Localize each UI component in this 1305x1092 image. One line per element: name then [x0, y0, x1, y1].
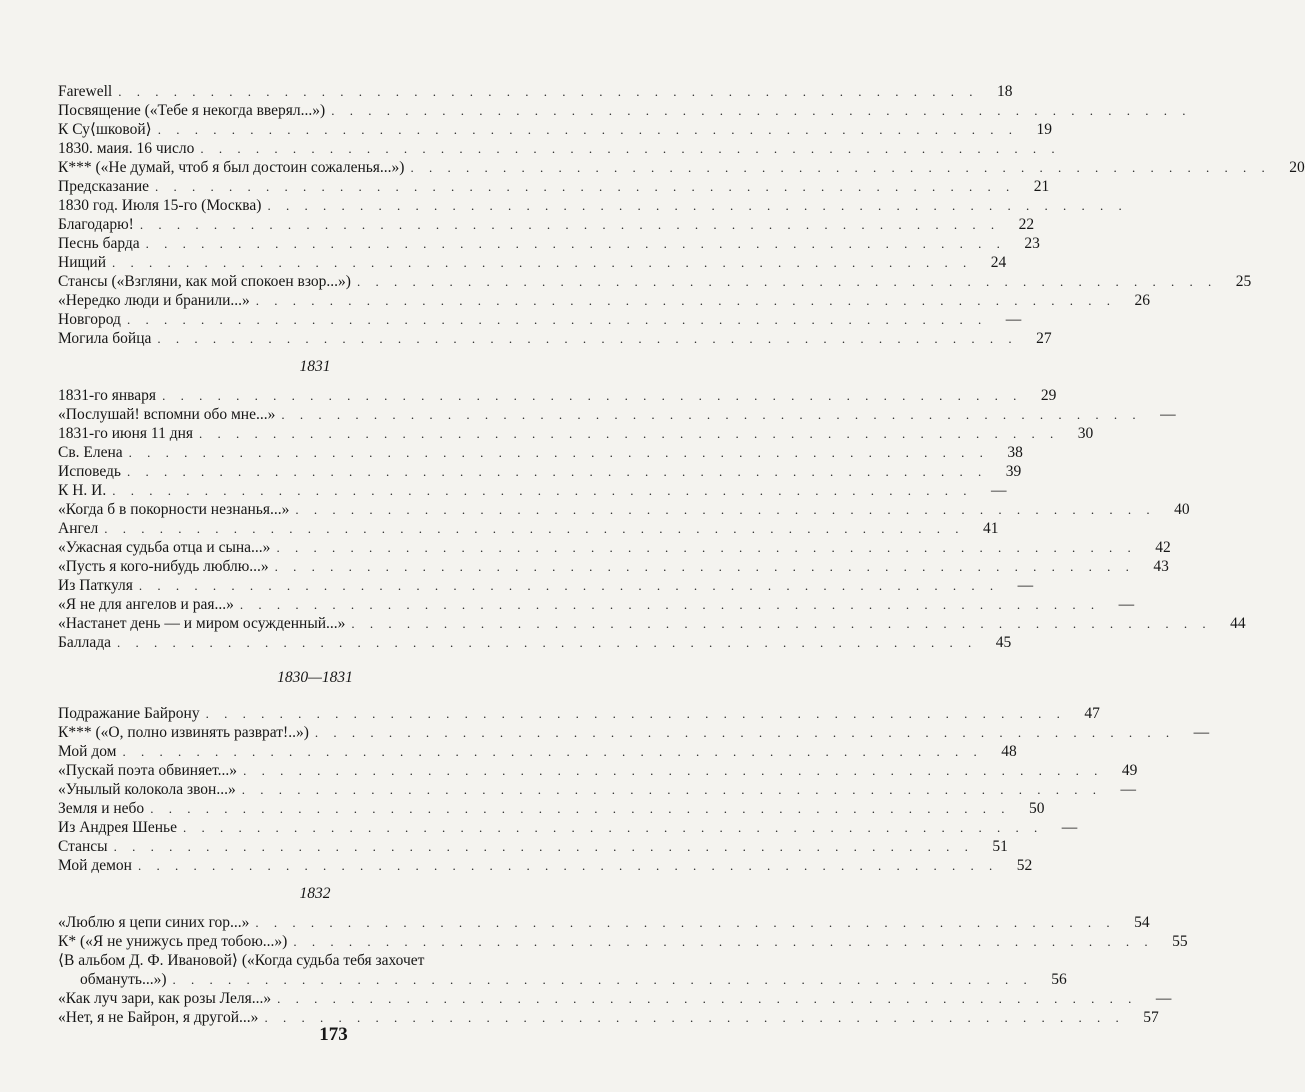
entry-title: «Пускай поэта обвиняет...» — [58, 762, 238, 779]
entry-page: 38 — [1007, 444, 1023, 461]
entry-title: Мой демон — [58, 857, 132, 874]
entry-title: «Нет, я не Байрон, я другой...» — [58, 1009, 259, 1026]
toc-entry[interactable] — [58, 82, 1013, 101]
entry-page: 57 — [1143, 1009, 1159, 1026]
dot-leader: . . . . . . . . . . . . . . . . . . . . . . . . . . . . . . . . . . . . . . . . . . . . . . . — [112, 483, 973, 498]
toc-entry[interactable] — [58, 500, 1190, 519]
dot-leader: . . . . . . . . . . . . . . . . . . . . . . . . . . . . . . . . . . . . . . . . . . . . . . . — [157, 331, 1018, 346]
toc-entry[interactable] — [58, 633, 1012, 652]
toc-entry[interactable] — [58, 576, 1034, 595]
dot-leader: . . . . . . . . . . . . . . . . . . . . . . . . . . . . . . . . . . . . . . . . . . . . . . . — [139, 217, 1001, 232]
entry-title: «Унылый колокола звон...» — [58, 781, 236, 798]
entry-page: 23 — [1024, 235, 1040, 252]
entry-page: 41 — [983, 520, 999, 537]
toc-entry[interactable] — [58, 856, 1033, 875]
entry-page: 19 — [1036, 121, 1052, 138]
dot-leader: . . . . . . . . . . . . . . . . . . . . . . . . . . . . . . . . . . . . . . . . . . . . . . . — [293, 934, 1154, 949]
dot-leader: . . . . . . . . . . . . . . . . . . . . . . . . . . . . . . . . . . . . . . . . . . . . . . . — [157, 122, 1018, 137]
dot-leader: . . . . . . . . . . . . . . . . . . . . . . . . . . . . . . . . . . . . . . . . . . . . . . . — [239, 597, 1101, 612]
entry-page: 45 — [995, 634, 1012, 651]
toc-entry[interactable] — [58, 272, 1252, 291]
dot-leader: . . . . . . . . . . . . . . . . . . . . . . . . . . . . . . . . . . . . . . . . . . . . . . . — [112, 255, 973, 270]
entry-title: 1831-го января — [58, 387, 157, 404]
entry-page: 43 — [1153, 558, 1169, 575]
toc-entry[interactable] — [58, 234, 1040, 253]
entry-page: — — [1120, 781, 1136, 798]
dot-leader: . . . . . . . . . . . . . . . . . . . . . . . . . . . . . . . . . . . . . . . . . . . . . . . — [172, 972, 1033, 987]
entry-title: К*** («Не думай, чтоб я был достоин сожаленья...») — [58, 159, 405, 176]
toc-entry[interactable] — [58, 329, 1052, 348]
entry-title: Предсказание — [58, 178, 150, 195]
toc-entry[interactable] — [58, 837, 1008, 856]
dot-leader: . . . . . . . . . . . . . . . . . . . . . . . . . . . . . . . . . . . . . . . . . . . . . . . — [182, 820, 1044, 835]
toc-entry[interactable] — [58, 742, 1017, 761]
entry-page: — — [1160, 406, 1176, 423]
dot-leader: . . . . . . . . . . . . . . . . . . . . . . . . . . . . . . . . . . . . . . . . . . . . . . . — [243, 763, 1104, 778]
dot-leader: . . . . . . . . . . . . . . . . . . . . . . . . . . . . . . . . . . . . . . . . . . . . . . . — [281, 407, 1142, 422]
entry-title: «Нередко люди и бранили...» — [58, 292, 250, 309]
toc-entry[interactable] — [58, 519, 999, 538]
toc-entry[interactable] — [58, 913, 1150, 932]
entry-page: 29 — [1040, 387, 1057, 404]
entry-title: «Когда б в покорности незнанья...» — [58, 501, 290, 518]
entry-page: — — [1118, 596, 1135, 613]
entry-title: ⟨В альбом Д. Ф. Ивановой⟩ («Когда судьба тебя захочет — [58, 952, 425, 969]
dot-leader: . . . . . . . . . . . . . . . . . . . . . . . . . . . . . . . . . . . . . . . . . . . . . . . — [150, 801, 1011, 816]
entry-title: Подражание Байрону — [58, 705, 200, 722]
dot-leader: . . . . . . . . . . . . . . . . . . . . . . . . . . . . . . . . . . . . . . . . . . . . . . . — [351, 616, 1212, 631]
entry-title: Благодарю! — [58, 216, 134, 233]
toc-entry[interactable] — [58, 951, 572, 970]
entry-page: 48 — [1001, 743, 1017, 760]
entry-page: 27 — [1036, 330, 1052, 347]
toc-entry[interactable] — [58, 704, 1100, 723]
toc-entry[interactable] — [58, 557, 1169, 576]
entry-title: обмануть...») — [80, 971, 167, 988]
entry-page: — — [1005, 311, 1022, 328]
section-year: 1831 — [299, 358, 331, 375]
entry-page: 54 — [1134, 914, 1150, 931]
entry-title: Посвящение («Тебе я некогда вверял...») — [58, 102, 326, 119]
entry-title: Земля и небо — [58, 800, 145, 817]
entry-title: «Как луч зари, как розы Леля...» — [58, 990, 272, 1007]
entry-title: Ангел — [58, 520, 99, 537]
toc-entry[interactable] — [58, 970, 1067, 989]
entry-title: 1831-го июня 11 дня — [58, 425, 194, 442]
entry-page: 20 — [1289, 159, 1305, 176]
dot-leader: . . . . . . . . . . . . . . . . . . . . . . . . . . . . . . . . . . . . . . . . . . . . . . . — [267, 198, 1128, 213]
dot-leader: . . . . . . . . . . . . . . . . . . . . . . . . . . . . . . . . . . . . . . . . . . . . . . . — [255, 915, 1116, 930]
entry-page: 18 — [996, 83, 1013, 100]
dot-leader: . . . . . . . . . . . . . . . . . . . . . . . . . . . . . . . . . . . . . . . . . . . . . . . — [314, 725, 1176, 740]
entry-page: 26 — [1134, 292, 1151, 309]
toc-entry[interactable] — [58, 158, 1305, 177]
dot-leader: . . . . . . . . . . . . . . . . . . . . . . . . . . . . . . . . . . . . . . . . . . . . . . . — [276, 540, 1137, 555]
entry-page: — — [1017, 577, 1034, 594]
entry-title: Стансы («Взгляни, как мой спокоен взор...») — [58, 273, 351, 290]
section-year: 1832 — [299, 885, 331, 902]
toc-entry[interactable] — [58, 723, 1210, 742]
toc-entry[interactable] — [58, 818, 1078, 837]
toc-entry[interactable] — [58, 780, 1136, 799]
toc-entry[interactable] — [58, 405, 1176, 424]
entry-title: К*** («О, полно извинять разврат!..») — [58, 724, 309, 741]
dot-leader: . . . . . . . . . . . . . . . . . . . . . . . . . . . . . . . . . . . . . . . . . . . . . . . — [255, 293, 1117, 308]
entry-page: 24 — [990, 254, 1007, 271]
entry-title: «Люблю я цепи синих гор...» — [58, 914, 250, 931]
entry-title: «Послушай! вспомни обо мне...» — [58, 406, 276, 423]
entry-title: 1830 год. Июля 15-го (Москва) — [58, 197, 262, 214]
entry-title: Из Паткуля — [58, 577, 133, 594]
entry-title: «Настанет день — и миром осужденный...» — [58, 615, 346, 632]
toc-entry[interactable] — [58, 932, 1188, 951]
toc-entry[interactable] — [58, 481, 1007, 500]
entry-title: Farewell — [58, 83, 113, 100]
entry-title: Св. Елена — [58, 444, 123, 461]
entry-page: 40 — [1174, 501, 1190, 518]
dot-leader: . . . . . . . . . . . . . . . . . . . . . . . . . . . . . . . . . . . . . . . . . . . . . . . — [117, 635, 978, 650]
entry-page: 50 — [1028, 800, 1045, 817]
toc-entry[interactable] — [58, 424, 1094, 443]
toc-entry[interactable] — [58, 196, 1128, 215]
entry-title: Исповедь — [58, 463, 121, 480]
entry-page: 55 — [1172, 933, 1188, 950]
entry-page: 56 — [1051, 971, 1067, 988]
entry-title: 1830. маия. 16 число — [58, 140, 195, 157]
dot-leader: . . . . . . . . . . . . . . . . . . . . . . . . . . . . . . . . . . . . . . . . . . . . . . . — [410, 160, 1271, 175]
toc-entry[interactable] — [58, 310, 1022, 329]
entry-page: — — [1061, 819, 1078, 836]
dot-leader: . . . . . . . . . . . . . . . . . . . . . . . . . . . . . . . . . . . . . . . . . . . . . . . — [113, 839, 974, 854]
entry-title: Мой дом — [58, 743, 117, 760]
page-number: 173 — [319, 1024, 348, 1045]
dot-leader: . . . . . . . . . . . . . . . . . . . . . . . . . . . . . . . . . . . . . . . . . . . . . . . — [356, 274, 1218, 289]
dot-leader: . . . . . . . . . . . . . . . . . . . . . . . . . . . . . . . . . . . . . . . . . . . . . . . — [264, 1010, 1125, 1025]
entry-title: «Пусть я кого-нибудь люблю...» — [58, 558, 269, 575]
entry-page: 25 — [1235, 273, 1252, 290]
entry-page: 21 — [1033, 178, 1050, 195]
dot-leader: . . . . . . . . . . . . . . . . . . . . . . . . . . . . . . . . . . . . . . . . . . . . . . . — [128, 445, 989, 460]
entry-title: Стансы — [58, 838, 108, 855]
entry-title: Новгород — [58, 311, 121, 328]
entry-title: К Н. И. — [58, 482, 107, 499]
entry-title: К Су⟨шковой⟩ — [58, 121, 152, 138]
toc-entry[interactable] — [58, 253, 1007, 272]
section-year: 1830—1831 — [277, 669, 353, 686]
entry-page: — — [990, 482, 1007, 499]
toc-entry[interactable] — [58, 538, 1171, 557]
toc-entry[interactable] — [58, 989, 1172, 1008]
dot-leader: . . . . . . . . . . . . . . . . . . . . . . . . . . . . . . . . . . . . . . . . . . . . . . . — [104, 521, 965, 536]
entry-title: Из Андрея Шенье — [58, 819, 177, 836]
dot-leader: . . . . . . . . . . . . . . . . . . . . . . . . . . . . . . . . . . . . . . . . . . . . . . . — [205, 706, 1066, 721]
entry-page: — — [1155, 990, 1172, 1007]
toc-entry[interactable] — [58, 177, 1050, 196]
toc-entry[interactable] — [58, 595, 1135, 614]
dot-leader: . . . . . . . . . . . . . . . . . . . . . . . . . . . . . . . . . . . . . . . . . . . . . . . — [199, 426, 1060, 441]
entry-title: «Я не для ангелов и рая...» — [58, 596, 234, 613]
entry-page: 52 — [1016, 857, 1033, 874]
dot-leader: . . . . . . . . . . . . . . . . . . . . . . . . . . . . . . . . . . . . . . . . . . . . . . . — [122, 744, 983, 759]
entry-title: К* («Я не унижусь пред тобою...») — [58, 933, 288, 950]
toc-entry[interactable] — [58, 443, 1023, 462]
entry-title: Нищий — [58, 254, 107, 271]
entry-page: — — [1193, 724, 1210, 741]
table-of-contents — [58, 82, 1305, 1027]
dot-leader: . . . . . . . . . . . . . . . . . . . . . . . . . . . . . . . . . . . . . . . . . . . . . . . — [241, 782, 1102, 797]
entry-title: Могила бойца — [58, 330, 152, 347]
dot-leader: . . . . . . . . . . . . . . . . . . . . . . . . . . . . . . . . . . . . . . . . . . . . . . . — [126, 312, 988, 327]
entry-page: 22 — [1018, 216, 1035, 233]
dot-leader: . . . . . . . . . . . . . . . . . . . . . . . . . . . . . . . . . . . . . . . . . . . . . . . — [145, 236, 1006, 251]
dot-leader: . . . . . . . . . . . . . . . . . . . . . . . . . . . . . . . . . . . . . . . . . . . . . . . — [126, 464, 988, 479]
toc-entry[interactable] — [58, 120, 1052, 139]
dot-leader: . . . . . . . . . . . . . . . . . . . . . . . . . . . . . . . . . . . . . . . . . . . . . . . — [277, 991, 1138, 1006]
entry-page: 42 — [1155, 539, 1171, 556]
toc-entry[interactable] — [58, 614, 1246, 633]
entry-title: Баллада — [58, 634, 112, 651]
dot-leader: . . . . . . . . . . . . . . . . . . . . . . . . . . . . . . . . . . . . . . . . . . . . . . . — [118, 84, 979, 99]
dot-leader: . . . . . . . . . . . . . . . . . . . . . . . . . . . . . . . . . . . . . . . . . . . . . . . — [274, 559, 1135, 574]
entry-page: 30 — [1077, 425, 1094, 442]
entry-title: «Ужасная судьба отца и сына...» — [58, 539, 271, 556]
dot-leader: . . . . . . . . . . . . . . . . . . . . . . . . . . . . . . . . . . . . . . . . . . . . . . . — [200, 141, 1061, 156]
entry-page: 51 — [992, 838, 1008, 855]
entry-page: 39 — [1005, 463, 1022, 480]
dot-leader: . . . . . . . . . . . . . . . . . . . . . . . . . . . . . . . . . . . . . . . . . . . . . . . — [155, 179, 1016, 194]
toc-entry[interactable] — [58, 139, 1061, 158]
entry-page: 44 — [1230, 615, 1246, 632]
toc-entry[interactable] — [58, 462, 1022, 481]
dot-leader: . . . . . . . . . . . . . . . . . . . . . . . . . . . . . . . . . . . . . . . . . . . . . . . — [138, 578, 1000, 593]
toc-entry[interactable] — [58, 101, 1192, 120]
toc-entry[interactable] — [58, 291, 1151, 310]
dot-leader: . . . . . . . . . . . . . . . . . . . . . . . . . . . . . . . . . . . . . . . . . . . . . . . — [137, 858, 999, 873]
dot-leader: . . . . . . . . . . . . . . . . . . . . . . . . . . . . . . . . . . . . . . . . . . . . . . . — [295, 502, 1156, 517]
entry-title: Песнь барда — [58, 235, 140, 252]
dot-leader: . . . . . . . . . . . . . . . . . . . . . . . . . . . . . . . . . . . . . . . . . . . . . . . — [331, 103, 1192, 118]
entry-page: 47 — [1084, 705, 1100, 722]
toc-entry[interactable] — [58, 799, 1045, 818]
toc-entry[interactable] — [58, 386, 1057, 405]
dot-leader: . . . . . . . . . . . . . . . . . . . . . . . . . . . . . . . . . . . . . . . . . . . . . . . — [162, 388, 1023, 403]
toc-entry[interactable] — [58, 215, 1035, 234]
toc-entry[interactable] — [58, 761, 1138, 780]
entry-page: 49 — [1121, 762, 1138, 779]
